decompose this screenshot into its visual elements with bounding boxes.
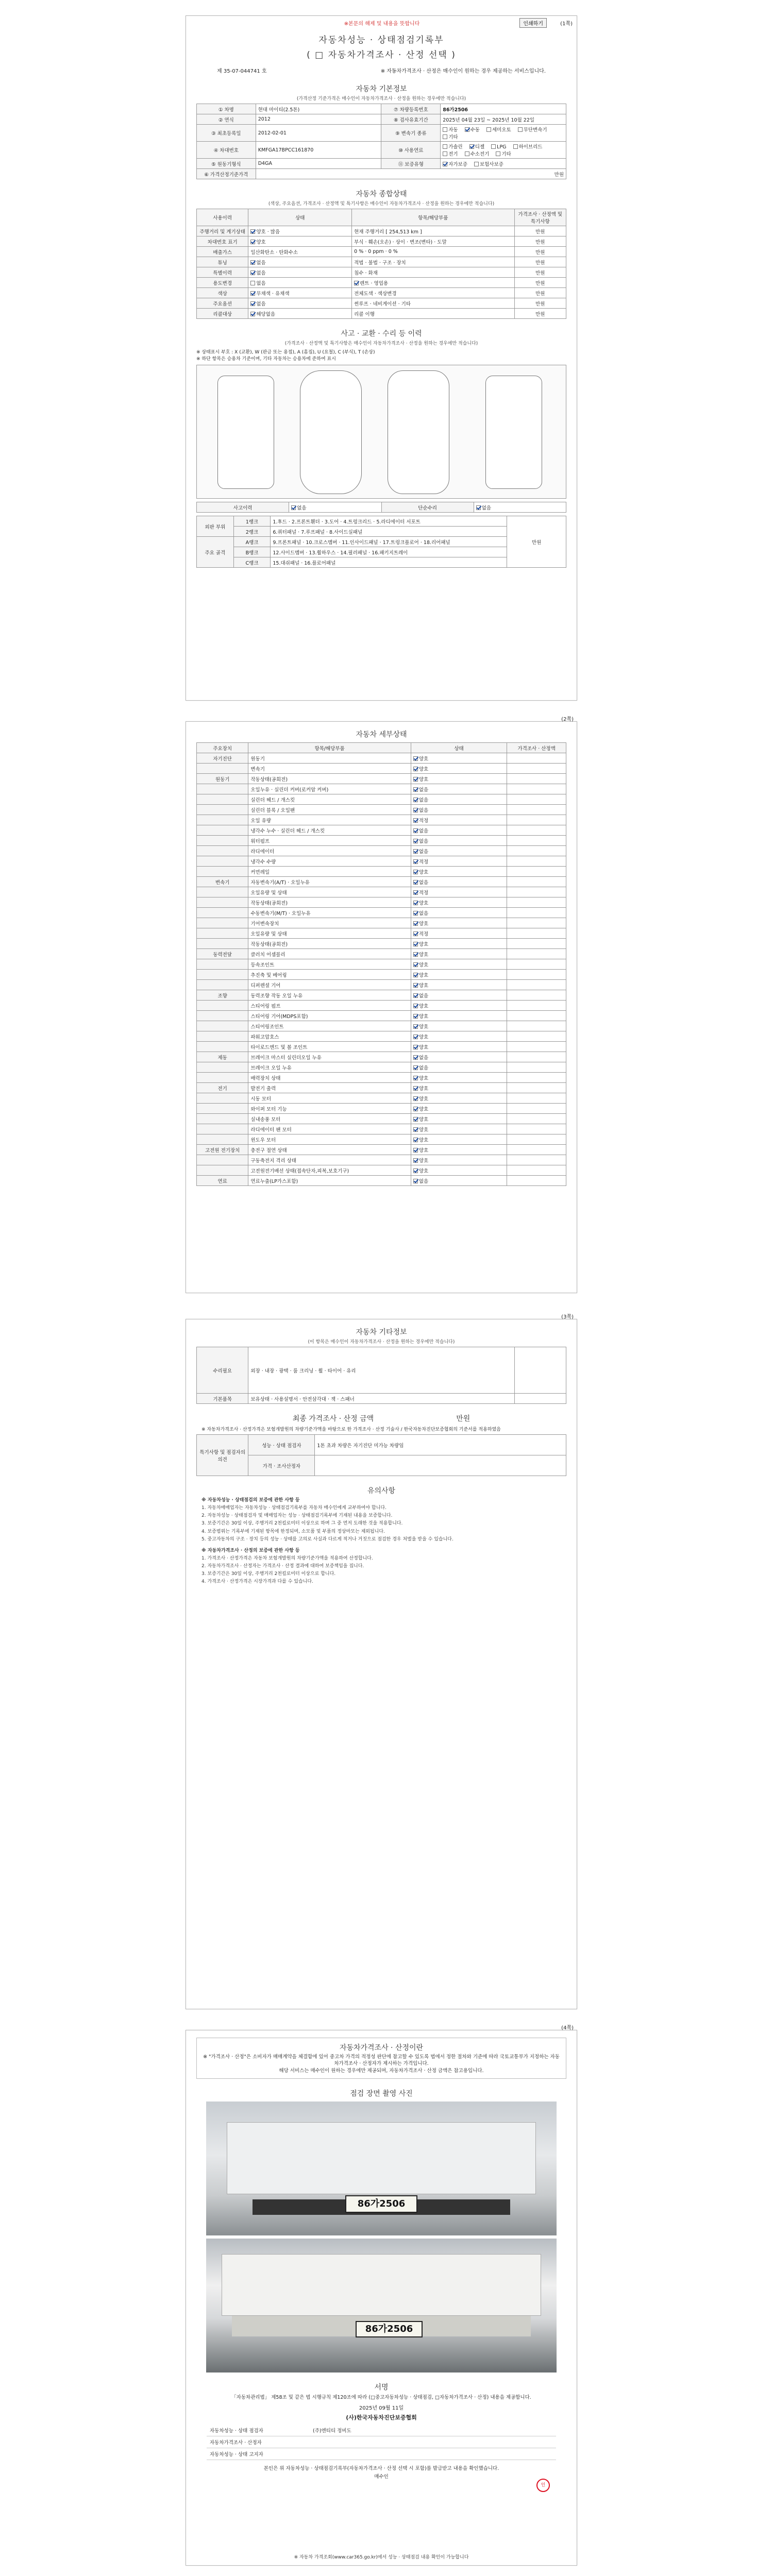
page-4 (186, 2025, 577, 2566)
overall-heading: 자동차 종합상태 (356, 190, 407, 198)
table-row: 작동상태(공회전) 양호 (197, 897, 566, 908)
notice-body: ※ 자동차성능 · 상태점검의 보증에 관한 사항 등 1. 자동차매매업자는 자동차성능 · 상태점검기록부를 자동차 매수인에게 교부하여야 합니다. 2. 자동차성능 · 상태점검자 및 매매업자는 성능 · 상태점검기록부에 기재된 내용을 보증합니다. 3. 보증기간은 30일 이상, 주행거리 2천킬로미터 이상으로 하며 그 중 먼저 도래한 것을 적용합니다. 4. 보증범위는 기록부에 기재된 항목에 한정되며, 소모품 및 부품의 정상마모는 제외됩니다. 5. 중고자동차의 구조 · 장치 등의 성능 · 상태를 고의로 사실과 다르게 적거나 거짓으로 점검한 경우 처벌을 받을 수 있습니다. ※ 자동차가격조사 · 산정의 보증에 관한 사항 등 1. 가격조사 · 산정가격은 자동차 보험개발원의 차량기준가액을 적용하여 산정합니다. 2. 자동차가격조사 · 산정자는 가격조사 · 산정 결과에 대하여 보증책임을 집니다. 3. 보증기간은 30일 이상, 주행거리 2천킬로미터 이상으로 합니다. 4. 가격조사 · 산정가격은 시장가격과 다를 수 있습니다. (201, 1498, 453, 1585)
check-icon (413, 1065, 418, 1070)
page-3 (186, 1314, 577, 2009)
table-row: 주요옵션 없음 썬루프 · 네비게이션 · 기타 만원 (197, 298, 566, 309)
sign-row: 자동차성능 · 상태 고지자 (207, 2448, 556, 2460)
check-icon (413, 952, 418, 957)
sign-row: 자동차가격조사 · 산정자 (207, 2436, 556, 2448)
check-icon (413, 1024, 418, 1029)
check-icon (413, 1055, 418, 1060)
sign-law: 「자동차관리법」 제58조 및 같은 법 시행규칙 제120조에 따라 (□중고자동차성능 · 상태점검, □자동차가격조사 · 산정) 내용을 제공합니다. (231, 2394, 531, 2400)
notice-heading: 유의사항 (367, 1487, 396, 1495)
check-icon (413, 839, 418, 843)
check-icon (413, 942, 418, 946)
check-icon (413, 798, 418, 802)
table-row: 변속기 양호 (197, 764, 566, 774)
page-number: (4쪽) (561, 2025, 574, 2031)
check-icon (413, 1107, 418, 1111)
table-row: 오일유량 및 상태 적정 (197, 887, 566, 897)
detail-heading: 자동차 세부상태 (356, 731, 407, 739)
check-icon (413, 1096, 418, 1101)
table-row: 디퍼렌셜 기어 양호 (197, 980, 566, 990)
table-row: 차대번호 표기 양호 부식 · 훼손(오손) · 상이 · 변조(변타) · 도말 만원 (197, 236, 566, 247)
table-row: 색상 무채색 · 유채색 전체도색 · 색상변경 만원 (197, 288, 566, 298)
pricing-heading: 자동차가격조사 · 산정이란 (339, 2044, 424, 2052)
check-icon (413, 767, 418, 771)
check-icon (413, 756, 418, 761)
check-icon (413, 1117, 418, 1122)
check-icon (413, 1086, 418, 1091)
table-row: 냉각수 누수 · 실린더 헤드 / 개스킷 없음 (197, 825, 566, 836)
check-icon (413, 1076, 418, 1080)
check-icon (413, 983, 418, 988)
table-row: 자기진단 원동기 양호 (197, 753, 566, 764)
sign-date: 2025년 09월 11일 (359, 2405, 404, 2411)
doc-note: ※ 자동차가격조사 · 산정은 매수인이 원하는 경우 제공하는 서비스입니다. (380, 69, 546, 74)
table-row: 오일누유 · 실린더 커버(로커암 커버) 없음 (197, 784, 566, 794)
accident-heading: 사고 · 교환 · 수리 등 이력 (341, 330, 422, 338)
check-icon (413, 808, 418, 812)
top-note: ※본문의 해제 및 내용을 뜻합니다 (344, 21, 420, 27)
sign-org: (사)한국자동차진단보증협회 (346, 2414, 417, 2421)
pricing-box (196, 2038, 566, 2079)
doc-title: 자동차성능 · 상태점검기록부 (318, 35, 444, 45)
check-icon (413, 870, 418, 874)
front-plate: 86가2506 (345, 2195, 417, 2213)
table-row: 스티어링조인트 양호 (197, 1021, 566, 1031)
other-heading: 자동차 기타정보 (356, 1328, 407, 1336)
page-number: (1쪽) (560, 21, 573, 27)
car-left-side-icon (217, 376, 274, 489)
table-row: 연료 연료누출(LP가스포함) 없음 (197, 1176, 566, 1186)
other-table (196, 1347, 566, 1404)
table-row: 특별이력 없음 침수 · 화재 만원 (197, 267, 566, 278)
table-row: 수동변속기(M/T) · 오일누유 없음 (197, 908, 566, 918)
doc-subtitle: ( □ 자동차가격조사 · 산정 선택 ) (307, 50, 456, 60)
receipt-text: 본인은 위 자동차성능 · 상태점검기록부(자동차가격조사 · 산정 선택 시 포함)를 발급받고 내용을 확인했습니다. (263, 2465, 499, 2471)
table-row: 오일 유량 적정 (197, 815, 566, 825)
transmission-options: 자동 수동 세미오토 무단변속기 기타 (441, 125, 566, 142)
table-row: 윈도우 모터 양호 (197, 1134, 566, 1145)
checkbox-auto (443, 127, 447, 132)
check-icon (413, 993, 418, 998)
table-row: 튜닝 없음 적법 · 불법 · 구조 · 장치 만원 (197, 257, 566, 267)
table-row: 실린더 헤드 / 개스킷 없음 (197, 794, 566, 805)
warranty-options: 자가보증 보험사보증 (441, 159, 566, 169)
car-top-front-icon (300, 370, 362, 494)
table-row: 냉각수 수량 적정 (197, 856, 566, 867)
check-icon (413, 1004, 418, 1008)
other-subheading: (이 항목은 매수인이 자동차가격조사 · 산정을 원하는 경우에만 적습니다) (308, 1340, 455, 1345)
check-icon (413, 1148, 418, 1153)
table-row: 외판 부위 1랭크 1.후드 · 2.프론트휀더 · 3.도어 · 4.트렁크리드 · 5.라디에이터 서포트 만원 (197, 516, 566, 527)
check-icon (413, 859, 418, 864)
photo-heading: 점검 장면 촬영 사진 (350, 2089, 413, 2098)
accident-note2: ※ 하단 항목은 승용차 기준이며, 기타 자동차는 승용차에 준하여 표시 (196, 357, 336, 362)
check-icon (413, 1014, 418, 1019)
table-row: 배력장치 상태 양호 (197, 1073, 566, 1083)
rear-plate: 86가2506 (356, 2321, 423, 2337)
table-row: 기본품목 보유상태 · 사용설명서 · 안전삼각대 · 잭 · 스패너 (197, 1394, 566, 1404)
sign-heading: 서명 (374, 2383, 389, 2392)
page-2 (186, 717, 577, 1293)
table-row: 수리필요 외장 · 내장 · 광택 · 룸 크리닝 · 휠 · 타이어 · 유리 (197, 1347, 566, 1394)
accident-note: ※ 상태표시 부호 : X (교환), W (판금 또는 용접), A (흠집), U (요철), C (부식), T (손상) (196, 350, 375, 355)
check-icon (413, 1158, 418, 1163)
table-row: 배출가스 일산화탄소 · 탄화수소 0 % · 0 ppm · 0 % 만원 (197, 247, 566, 257)
basic-heading: 자동차 기본정보 (356, 85, 407, 93)
overall-subheading: (색상, 주요옵션, 가격조사 · 산정액 및 특기사항은 매수인이 자동차가격조사 · 산정을 원하는 경우에만 적습니다) (268, 201, 495, 207)
doc-meta (186, 66, 577, 74)
check-icon (413, 1179, 418, 1183)
check-icon (413, 1127, 418, 1132)
footer-note: ※ 자동차 가격조회(www.car365.go.kr)에서 성능 · 상태점검 내용 확인이 가능합니다 (294, 2555, 469, 2560)
checkbox-manual (465, 127, 469, 132)
accident-summary: 사고이력 없음 단순수리 없음 (196, 502, 566, 513)
pricing-body2: 해당 서비스는 매수인이 원하는 경우에만 제공되며, 자동차가격조사 · 산정 금액은 참고용입니다. (279, 2067, 484, 2074)
page-number: (2쪽) (561, 717, 574, 722)
table-row: 구동축전지 격리 상태 양호 (197, 1155, 566, 1165)
table-row: 커먼레일 양호 (197, 867, 566, 877)
check-icon (413, 1168, 418, 1173)
check-icon (413, 911, 418, 916)
table-row: 라디에이터 팬 모터 양호 (197, 1124, 566, 1134)
table-row: B랭크 12.사이드멤버 · 13.휠하우스 · 14.필러패널 · 16.패키지트레이 (197, 547, 566, 557)
special-table: 특기사항 및 점검자의 의견 성능 · 상태 점검자 1톤 초과 차량은 자기진단 미가능 차량임 가격 · 조사산정자 (196, 1434, 566, 1476)
table-row: 조향 동력조향 작동 오일 누유 없음 (197, 990, 566, 1001)
price-note: ※ 자동차가격조사 · 산정가격은 보험개발원의 차량기준가액을 바탕으로 한 가격조사 · 산정 기술사 / 한국자동차진단보증협회의 기준서를 적용하였음 (201, 1427, 501, 1432)
final-price-heading: 최종 가격조사 · 산정 금액 만원 (292, 1415, 470, 1423)
check-icon (413, 1045, 418, 1049)
check-icon (413, 1138, 418, 1142)
check-icon (413, 1035, 418, 1039)
car-bottom-icon (388, 370, 449, 494)
table-row: 워터펌프 없음 (197, 836, 566, 846)
table-row: 주요 골격 A랭크 9.프론트패널 · 10.크로스멤버 · 11.인사이드패널 · 17.트렁크플로어 · 18.리어패널 (197, 537, 566, 547)
accident-subheading: (가격조사 · 산정액 및 특기사항은 매수인이 자동차가격조사 · 산정을 원하는 경우에만 적습니다) (284, 341, 478, 346)
table-row: 스티어링 펌프 양호 (197, 1001, 566, 1011)
table-row: 용도변경 없음 렌트 · 영업용 만원 (197, 278, 566, 288)
seal-icon: 인 (536, 2479, 550, 2492)
table-row: 주행거리 및 계기상태 양호 · 많음 현재 주행거리 [ 254,513 km ] 만원 (197, 226, 566, 236)
print-button[interactable]: 인쇄하기 (519, 18, 547, 28)
table-row: 타이로드엔드 및 볼 조인트 양호 (197, 1042, 566, 1052)
basic-table: ① 차명 현대 마이티(2.5톤) ⑦ 차량등록번호 86가2506 ② 연식 2012 ⑧ 검사유효기간 2025년 04월 23일 ~ 2025년 10월 22일 ③ 최초등록일 2012-02-01 ⑨ 변속기 종류 자동 수동 세미오토 무단변속기 기타 ④ 차대번호 KMFGA17BPCC161870 ⑩ 사용연료 가솔린 디젤 LPG 하이브리드 전기 수소전기 기타 ⑤ 원동기형식 D4GA ⑪ 보증유형 자가보증 보험사보증 ⑥ 가격산정기준가격 만원 (196, 104, 566, 179)
table-row: 파워고압호스 양호 (197, 1031, 566, 1042)
table-row: 와이퍼 모터 기능 양호 (197, 1104, 566, 1114)
check-icon (413, 921, 418, 926)
panel-table (196, 516, 566, 568)
table-row: 동력전달 클러치 어셈블리 양호 (197, 949, 566, 959)
car-right-side-icon (485, 376, 542, 489)
table-row: C랭크 15.대쉬패널 · 16.플로어패널 (197, 557, 566, 568)
front-photo (206, 2102, 557, 2235)
table-row: 고전원 전기장치 충전구 절연 상태 양호 (197, 1145, 566, 1155)
check-icon (413, 890, 418, 895)
detail-table: 주요장치 항목/해당부품 상태 가격조사 · 산정액 자기진단 원동기 양호 변속기 양호 원동기 작동상태(공회전) 양호 오일누유 · 실린더 커버(로커암 커버) 없음 실린더 헤드 / 개스킷 없음 실린더 블록 / 오일팬 없음 오일 유량 적정 냉각수 누수 · 실린더 헤드 / 개스킷 없음 워터펌프 없음 라디에이터 없음 냉각수 수량 적정 커먼레일 양호 변속기 자동변속기(A/T) · 오일누유 없음 오일유량 및 상태 적정 작동상태(공회전) 양호 수동변속기(M/T) · 오일누유 없음 기어변속장치 양호 오일유량 및 상태 적정 작동상태(공회전) 양호 동력전달 클러치 어셈블리 양호 등속조인트 양호 추진축 및 베어링 양호 디퍼렌셜 기어 양호 조향 동력조향 작동 오일 누유 없음 스티어링 펌프 양호 스티어링 기어(MDPS포함) 양호 스티어링조인트 양호 파워고압호스 양호 타이로드엔드 및 볼 조인트 양호 제동 브레이크 마스터 실린더오일 누유 없음 브레이크 오일 누유 없음 배력장치 상태 양호 전기 발전기 출력 양호 시동 모터 양호 와이퍼 모터 기능 양호 실내송풍 모터 양호 라디에이터 팬 모터 양호 윈도우 모터 양호 고전원 전기장치 충전구 절연 상태 양호 구동축전지 격리 상태 양호 고전원전기배선 상태(접속단자,피복,보호기구) 양호 연료 연료누출(LP가스포함) 없음 (196, 742, 566, 1186)
rear-photo (206, 2239, 557, 2372)
table-row: 등속조인트 양호 (197, 959, 566, 970)
page-1 (186, 15, 577, 701)
table-row: 고전원전기배선 상태(접속단자,피복,보호기구) 양호 (197, 1165, 566, 1176)
table-row: 추진축 및 베어링 양호 (197, 970, 566, 980)
check-icon (413, 880, 418, 885)
car-diagram (196, 365, 566, 499)
check-icon (413, 962, 418, 967)
check-icon (413, 787, 418, 792)
table-row: 라디에이터 없음 (197, 846, 566, 856)
table-row: 실린더 블록 / 오일팬 없음 (197, 805, 566, 815)
table-row: 시동 모터 양호 (197, 1093, 566, 1104)
check-icon (413, 828, 418, 833)
check-icon (413, 973, 418, 977)
fuel-options: 가솔린 디젤 LPG 하이브리드 전기 수소전기 기타 (441, 142, 566, 159)
pricing-body: ※ "가격조사 · 산정"은 소비자가 매매계약을 체결함에 있어 중고차 가격의 적정성 판단에 참고할 수 있도록 법에서 정한 절차와 기준에 따라 국토교통부가 지정하는 자동차가격조사 · 산정자가 제시하는 가격입니다. (203, 2054, 560, 2067)
table-row: 오일유량 및 상태 적정 (197, 928, 566, 939)
doc-number: 제 35-07-044741 호 (217, 69, 267, 74)
table-row: 작동상태(공회전) 양호 (197, 939, 566, 949)
check-icon (413, 931, 418, 936)
check-icon (413, 777, 418, 782)
table-row: 스티어링 기어(MDPS포함) 양호 (197, 1011, 566, 1021)
table-row: 변속기 자동변속기(A/T) · 오일누유 없음 (197, 877, 566, 887)
table-row: 리콜대상 해당없음 리콜 이행 만원 (197, 309, 566, 319)
table-row: 2랭크 6.쿼터패널 · 7.루프패널 · 8.사이드실패널 (197, 527, 566, 537)
page-number: (3쪽) (561, 1314, 574, 1320)
check-icon (413, 818, 418, 823)
receipt-label: 매수인 (374, 2473, 389, 2480)
table-row: 전기 발전기 출력 양호 (197, 1083, 566, 1093)
table-row: 기어변속장치 양호 (197, 918, 566, 928)
table-row: 제동 브레이크 마스터 실린더오일 누유 없음 (197, 1052, 566, 1062)
basic-subheading: (가격산정 기준가격은 매수인이 자동차가격조사 · 산정을 원하는 경우에만 적습니다) (296, 96, 466, 101)
check-icon (413, 849, 418, 854)
table-row: 원동기 작동상태(공회전) 양호 (197, 774, 566, 784)
checkbox-diesel (469, 144, 474, 149)
sign-row: 자동차성능 · 상태 점검자 (주)엔티티 정비도 (207, 2425, 556, 2436)
check-icon (413, 901, 418, 905)
table-row: 브레이크 오일 누유 없음 (197, 1062, 566, 1073)
overall-table: 사용이력 상태 항목/해당부품 가격조사 · 산정액 및 특기사항 주행거리 및 계기상태 양호 · 많음 현재 주행거리 [ 254,513 km ] 만원 차대번호 표기 양호 부식 · 훼손(오손) · 상이 · 변조(변타) · 도말 만원 배출가스 일산화탄소 · 탄화수소 0 % · 0 ppm · 0 % 만원 튜닝 없음 적법 · 불법 · 구조 · 장치 만원 특별이력 없음 침수 · 화재 만원 용도변경 없음 렌트 · 영업용 만원 색상 무채색 · 유채색 전체도색 · 색상변경 만원 주요옵션 없음 썬루프 · 네비게이션 · 기타 만원 리콜대상 해당없음 리콜 이행 만원 (196, 209, 566, 319)
table-row: 실내송풍 모터 양호 (197, 1114, 566, 1124)
